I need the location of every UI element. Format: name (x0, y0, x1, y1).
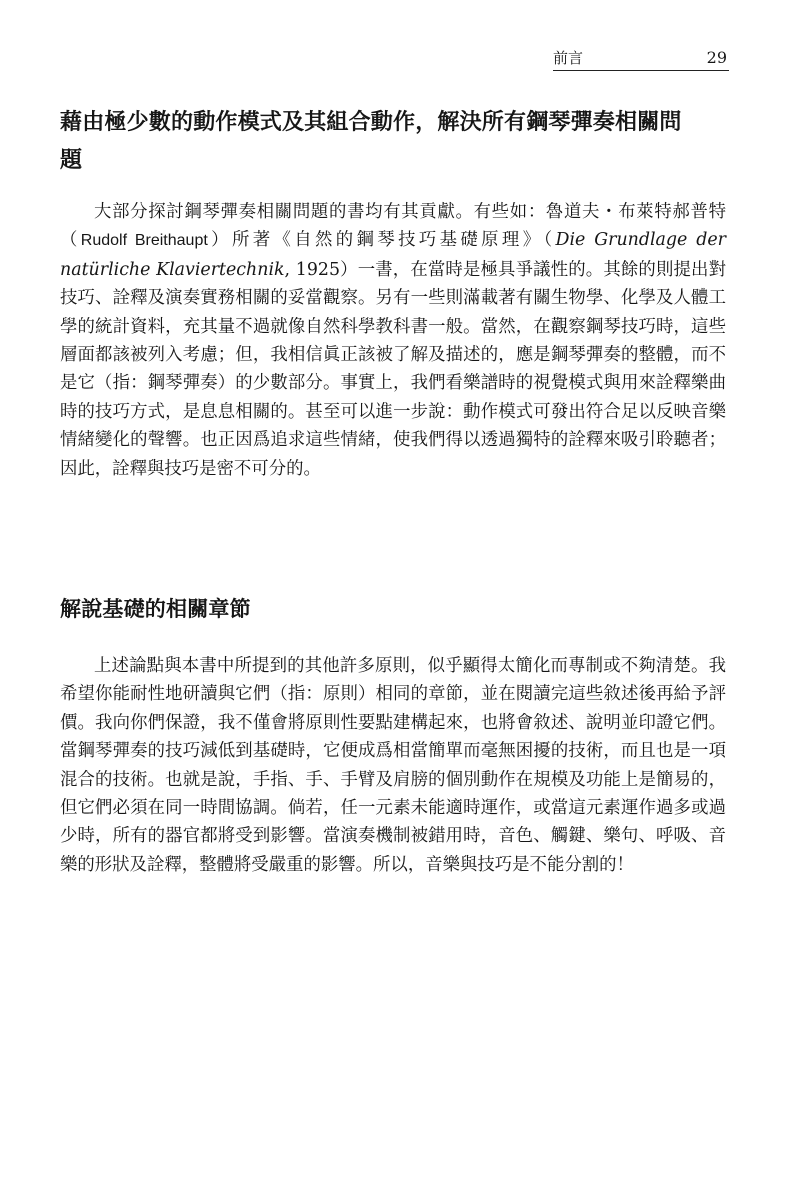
section-heading-movement-patterns (60, 103, 736, 179)
section-heading-basic-chapters: 解說基礎的相關章節 (60, 596, 251, 621)
paragraph-line: 來，也將會敘述、說明並印證它們。當鋼琴彈奏的技巧減低到基礎時，它便 (60, 712, 726, 762)
paragraph-line: 大部分探討鋼琴彈奏相關問題的書均有其貢獻。有些如：魯道夫・布萊 (94, 202, 655, 222)
book-title-latin: Die (555, 230, 586, 251)
author-name-latin: Rudolf Breithaupt (80, 232, 208, 250)
heading-line: 藉由極少數的動作模式及其組合動作，解決所有鋼琴彈奏相關問 (60, 109, 682, 135)
paragraph-line: ）所著《自然的鋼琴技巧基礎原理》（ (207, 230, 556, 251)
paragraph-line: 指、手、手臂及肩膀的個別動作在規模及功能上是簡易的，但它們必須在同 (60, 769, 726, 819)
paragraph-line: , 1925）一書，在當時是極具爭議性 (284, 259, 569, 280)
paragraph-line: 科書一般。當然，在觀察鋼琴技巧時，這些層面都該被列入考慮；但，我相 (60, 316, 726, 366)
paragraph-line: 的。其餘的則提出對技巧、詮釋及演奏實務相關的妥當觀察。另有一些則滿 (60, 259, 726, 309)
paragraph-line: 完這些敘述後再給予評價。我向你們保證，我不僅會將原則性要點建構起 (60, 684, 726, 733)
page-number: 29 (706, 48, 727, 67)
paragraph-line: 信眞正該被了解及描述的，應是鋼琴彈奏的整體，而不是它（指：鋼琴彈奏） (60, 345, 726, 394)
paragraph-line: 的少數部分。事實上，我們看樂譜時的視覺模式與用來詮釋樂曲時的技巧方 (60, 373, 726, 422)
paragraph-line: 式，是息息相關的。甚至可以進一步說：動作模式可發出符合足以反映音樂 (147, 401, 726, 422)
heading-line: 題 (60, 147, 83, 173)
paragraph-line: 情緒變化的聲響。也正因爲追求這些情緒，使我們得以透過獨特的詮釋來吸 (60, 430, 639, 451)
paragraph-existing-books (60, 198, 726, 483)
paragraph-line: 載著有關生物學、化學及人體工學的統計資料，充其量不過就像自然科學教 (60, 288, 726, 337)
paragraph-line: 成爲相當簡單而毫無困擾的技術，而且也是一項混合的技術。也就是說，手 (60, 741, 726, 790)
paragraph-line: 呼吸、音樂的形狀及詮釋，整體將受嚴重的影響。所以，音樂與技巧是不能 (60, 826, 726, 875)
paragraph-line: 時，所有的器官都將受到影響。當演奏機制被錯用時，音色、觸鍵、樂句、 (77, 826, 656, 847)
paragraph-line: 分割的！ (564, 854, 634, 875)
paragraph-line: 特郝普特（ (60, 202, 726, 251)
book-title-latin: Grundlage der natürliche Klaviertechnik (60, 230, 726, 280)
header-section-title: 前言 (553, 49, 584, 67)
paragraph-line: 引聆聽者；因此，詮釋與技巧是密不可分的。 (60, 430, 726, 479)
paragraph-line: 夠清楚。我希望你能耐性地研讀與它們（指：原則）相同的章節，並在閱讀 (60, 656, 726, 705)
paragraph-basic-chapters (60, 652, 726, 879)
paragraph-line: 一時間協調。倘若，任一元素未能適時運作，或當這元素運作過多或過少 (60, 798, 726, 847)
running-header (553, 48, 729, 71)
paragraph-line: 上述論點與本書中所提到的其他許多原則，似乎顯得太簡化而專制或不 (94, 656, 639, 676)
